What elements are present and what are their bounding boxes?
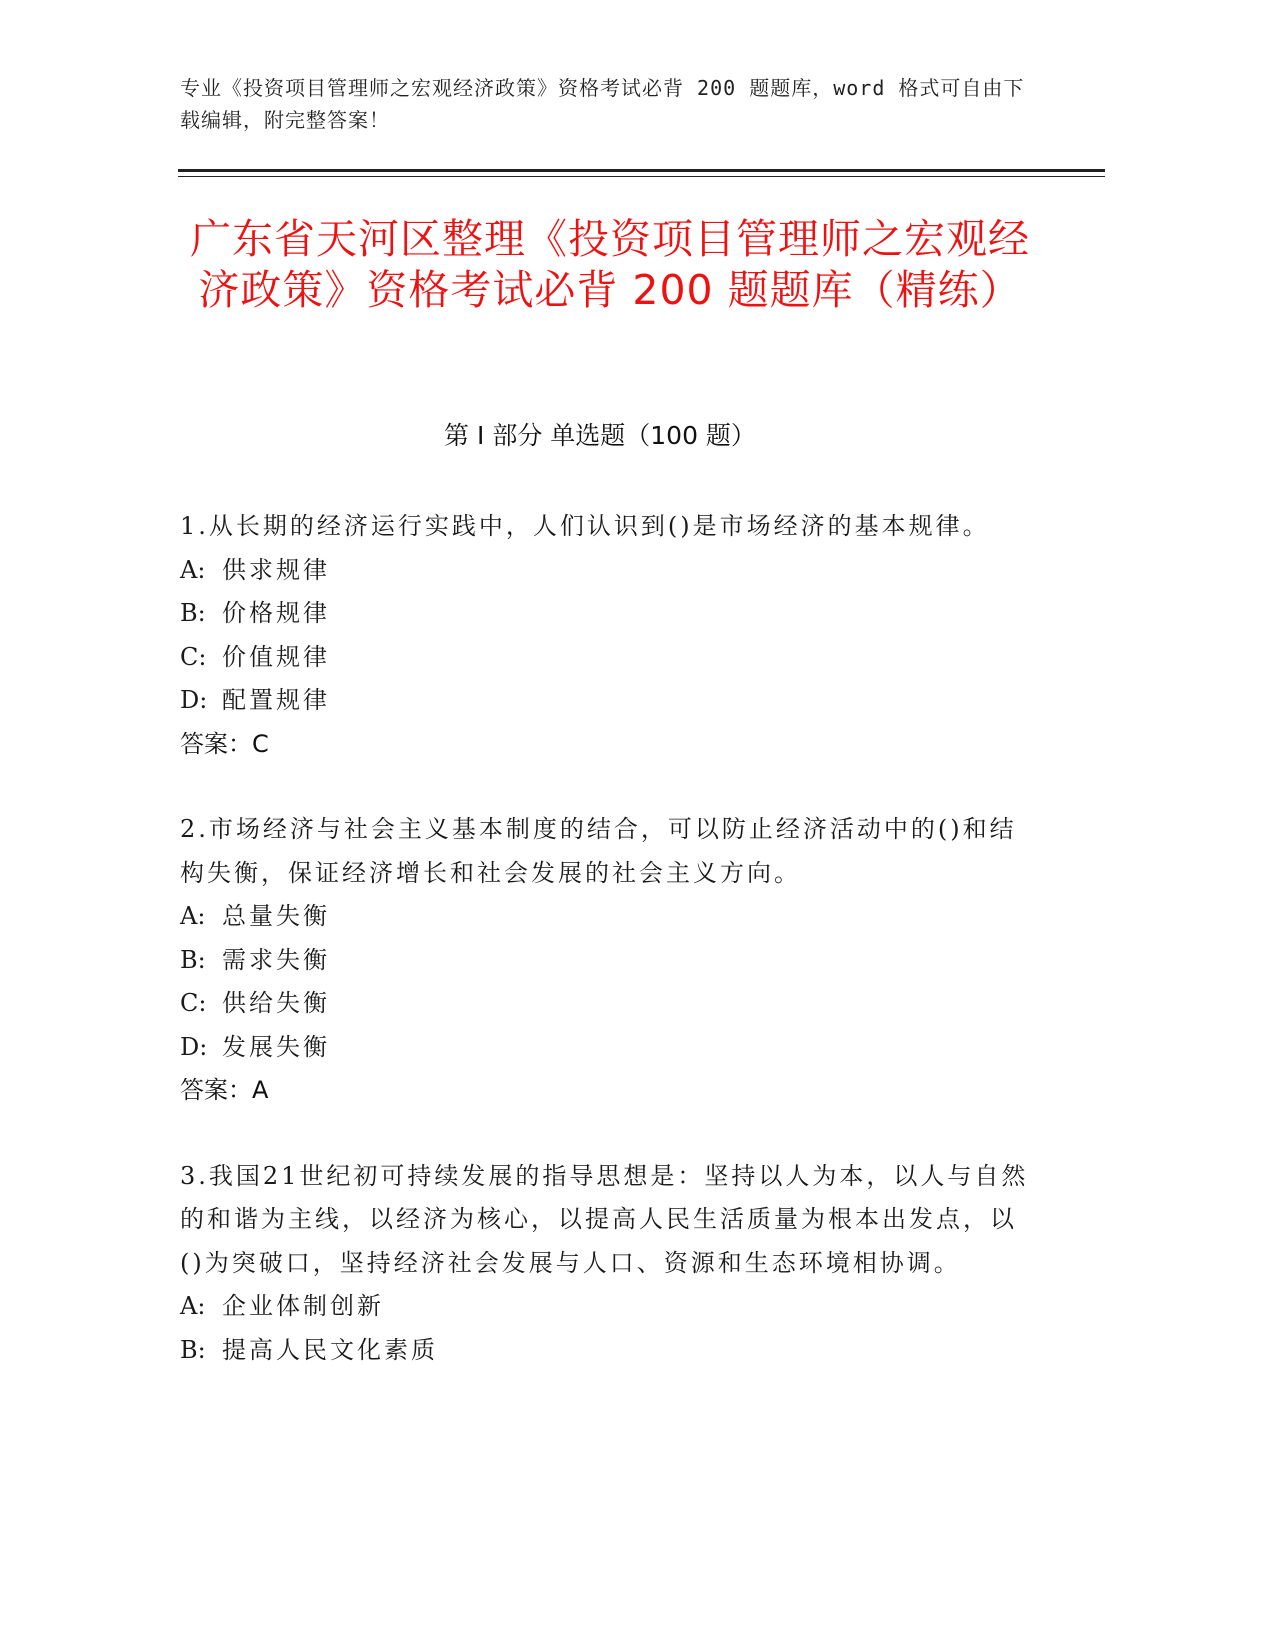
- option-letter: A:: [180, 1292, 206, 1320]
- option-letter: D:: [180, 686, 208, 714]
- answer-prefix: 答案：: [180, 1076, 252, 1104]
- answer-value: C: [252, 729, 269, 758]
- question-stem: 3.我国21世纪初可持续发展的指导思想是：坚持以人为本，以人与自然的和谐为主线，以经济为核心，以提高人民生活质量为根本出发点，以()为突破口，坚持经济社会发展与人口、资源和生态环境相协调。: [180, 1161, 1029, 1277]
- option-a: [180, 549, 1040, 593]
- option-d: [180, 1026, 1040, 1070]
- option-text: 需求失衡: [222, 945, 330, 974]
- header-note: 专业《投资项目管理师之宏观经济政策》资格考试必背 200 题题库，word 格式可自由下载编辑，附完整答案！: [180, 76, 1025, 132]
- header-divider-thin: [178, 176, 1105, 177]
- option-letter: B:: [180, 945, 206, 974]
- option-letter: C:: [180, 989, 207, 1017]
- header-divider: [178, 169, 1105, 172]
- option-letter: A:: [180, 555, 206, 584]
- question-stem: 1.从长期的经济运行实践中，人们认识到()是市场经济的基本规律。: [180, 512, 990, 540]
- option-letter: A:: [180, 902, 206, 930]
- option-c: [180, 636, 1040, 680]
- document-title: 广东省天河区整理《投资项目管理师之宏观经济政策》资格考试必背 200 题题库（精练）: [190, 215, 1030, 314]
- question-stem: 2.市场经济与社会主义基本制度的结合，可以防止经济活动中的()和结构失衡，保证经济增长和社会发展的社会主义方向。: [180, 815, 1017, 887]
- option-text: 供给失衡: [222, 989, 330, 1017]
- option-letter: C:: [180, 642, 207, 671]
- answer-line: [180, 723, 1040, 767]
- question-2: [180, 808, 1040, 1113]
- question-3: [180, 1155, 1040, 1373]
- option-text: 配置规律: [222, 686, 330, 714]
- option-letter: B:: [180, 1335, 206, 1364]
- section-heading: 第 I 部分 单选题（100 题）: [444, 421, 756, 450]
- question-list: [180, 505, 1040, 1414]
- option-text: 总量失衡: [222, 902, 330, 930]
- option-text: 发展失衡: [222, 1032, 330, 1061]
- option-text: 供求规律: [222, 555, 330, 584]
- answer-value: A: [252, 1076, 269, 1104]
- option-letter: D:: [180, 1032, 208, 1061]
- option-b: [180, 592, 1040, 636]
- option-b: [180, 1329, 1040, 1373]
- option-c: [180, 982, 1040, 1026]
- question-1: [180, 505, 1040, 766]
- option-a: [180, 895, 1040, 939]
- option-text: 价格规律: [222, 599, 330, 627]
- answer-line: [180, 1069, 1040, 1113]
- option-d: [180, 679, 1040, 723]
- option-text: 企业体制创新: [222, 1292, 384, 1320]
- option-letter: B:: [180, 599, 206, 627]
- option-b: [180, 939, 1040, 983]
- option-text: 价值规律: [222, 642, 330, 671]
- answer-prefix: 答案：: [180, 729, 252, 758]
- option-text: 提高人民文化素质: [222, 1335, 438, 1364]
- option-a: [180, 1285, 1040, 1329]
